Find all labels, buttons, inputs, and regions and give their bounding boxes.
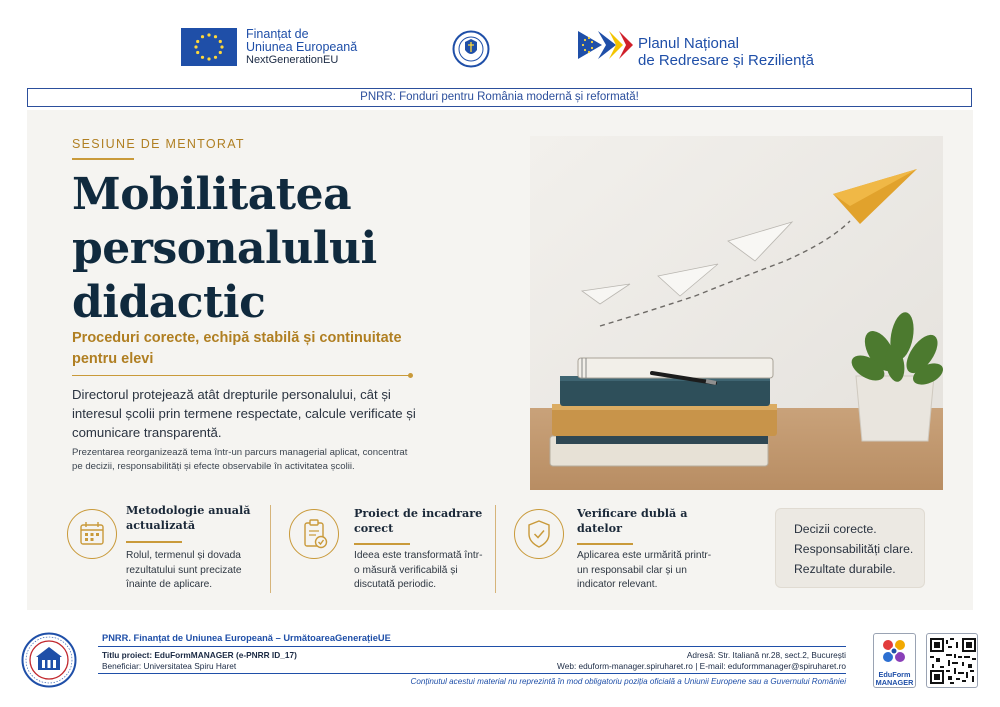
university-seal-icon	[21, 632, 77, 688]
kicker-underline	[72, 158, 134, 160]
value-line: Rezultate durabile.	[794, 562, 896, 576]
footer-beneficiary: Beneficiar: Universitatea Spiru Haret	[102, 661, 237, 671]
feature-underline	[126, 541, 182, 543]
pnrr-logo-icon	[576, 28, 634, 62]
value-line: Responsabilități clare.	[794, 542, 914, 556]
feature-title: Verificare dublă a datelor	[577, 506, 688, 535]
value-line: Decizii corecte.	[794, 522, 877, 536]
session-kicker: SESIUNE DE MENTORAT	[72, 137, 245, 151]
eu-line3: NextGenerationEU	[246, 54, 339, 66]
pnrr-line1: Planul Național	[638, 35, 739, 52]
feature-title: Proiect de incadrare corect	[354, 506, 483, 535]
lead-paragraph: Directorul protejează atât drepturile personalului, cât și interesul școlii prin termene respectate, calcule verificate și comunicare transparentă.	[72, 387, 416, 440]
pnrr-text	[638, 35, 814, 69]
eu-line1: Finanțat de	[246, 27, 309, 41]
footer-disclaimer: Conținutul acestui material nu reprezintă în mod obligatoriu poziția oficială a Uniunii Europene sau a Guvernului României	[410, 677, 846, 686]
logo-bar	[0, 0, 1000, 86]
footer-funding-line: PNRR. Finanțat de Uniunea Europeană – UrmătoareaGenerațieUE	[102, 633, 391, 643]
pnrr-line2: de Redresare și Reziliență	[638, 52, 814, 69]
page-title: Mobilitatea personalului didactic	[72, 169, 377, 328]
eduform-label	[874, 671, 915, 687]
footer-contact: Web: eduform-manager.spiruharet.ro | E-mail: eduformmanager@spiruharet.ro	[557, 661, 846, 671]
books-paper-planes-photo	[530, 136, 943, 490]
values-box	[775, 508, 925, 588]
divider-dot	[408, 373, 413, 378]
qr-code-icon[interactable]	[926, 633, 978, 688]
eu-flag-icon	[181, 28, 237, 66]
eu-funding-text	[246, 28, 357, 67]
feature-description: Rolul, termenul și dovada rezultatului sunt precizate înainte de aplicare.	[126, 550, 242, 590]
feature-separator	[495, 505, 496, 593]
shield-check-icon	[514, 509, 564, 559]
footer-divider	[98, 646, 846, 647]
eduform-line2: MANAGER	[875, 678, 914, 687]
footer-project-title: Titlu proiect: EduFormMANAGER (e-PNRR ID_17)	[102, 650, 297, 660]
feature-separator	[270, 505, 271, 593]
feature-underline	[354, 543, 410, 545]
calendar-icon	[67, 509, 117, 559]
feature-description: Ideea este transformată într-o măsură verificabilă și discutată periodic.	[354, 550, 483, 590]
eduform-line1: EduForm	[878, 670, 911, 679]
eduform-manager-logo	[873, 633, 916, 688]
note-paragraph: Prezentarea reorganizează tema într-un parcurs managerial aplicat, concentrat pe decizii, responsabilități și efecte observabile în activitatea școlii.	[72, 447, 408, 472]
eu-line2: Uniunea Europeană	[246, 40, 358, 54]
clipboard-check-icon	[289, 509, 339, 559]
footer-divider	[98, 673, 846, 674]
feature-description: Aplicarea este urmărită printr-un responsabil clar și un indicator relevant.	[577, 550, 712, 590]
slogan-banner: PNRR: Fonduri pentru România modernă și reformată!	[27, 88, 972, 107]
government-seal-icon	[452, 30, 490, 68]
subtitle-divider	[72, 375, 412, 376]
feature-underline	[577, 543, 633, 545]
footer-address: Adresă: Str. Italiană nr.28, sect.2, București	[686, 650, 846, 660]
page-subtitle: Proceduri corecte, echipă stabilă și continuitate pentru elevi	[72, 330, 402, 367]
feature-title: Metodologie anuală actualizată	[126, 503, 251, 532]
